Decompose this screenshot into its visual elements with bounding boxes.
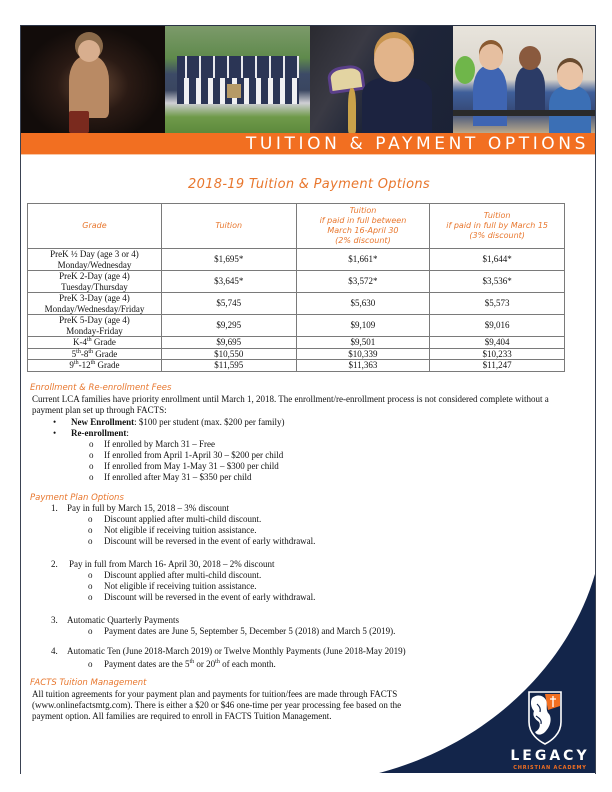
sub-marker: o bbox=[89, 472, 94, 482]
re-enrollment-fee-item bbox=[89, 461, 279, 472]
baseball-team-photo bbox=[165, 26, 310, 133]
sub-marker: o bbox=[88, 536, 93, 546]
table-row bbox=[28, 337, 565, 349]
plan-title-text: Pay in full by March 15, 2018 – 3% discount bbox=[67, 503, 229, 513]
grade-text: -8 bbox=[80, 348, 89, 359]
tuition-3pct-cell: $10,233 bbox=[430, 348, 565, 360]
plan-title-text: Automatic Ten (June 2018-March 2019) or Twelve Monthly Payments (June 2018-May 2019) bbox=[67, 646, 406, 656]
child-2-head bbox=[519, 46, 541, 70]
plan-number: 2. bbox=[51, 559, 58, 569]
tuition-2pct-cell: $3,572* bbox=[296, 271, 430, 293]
sub-marker: o bbox=[88, 581, 93, 591]
stage-crate bbox=[69, 111, 89, 133]
re-enrollment-label: Re-enrollment bbox=[71, 428, 127, 438]
tuition-2pct-cell: $9,501 bbox=[296, 337, 430, 349]
new-enrollment-text: : $100 per student (max. $200 per family) bbox=[134, 417, 285, 427]
student-saxophone-photo bbox=[310, 26, 453, 133]
facts-text-line: payment option. All families are required to enroll in FACTS Tuition Management. bbox=[32, 711, 332, 721]
grade-sup: th bbox=[90, 360, 96, 367]
title-banner bbox=[21, 133, 596, 155]
plan-detail-text: Not eligible if receiving tuition assistance. bbox=[104, 525, 257, 535]
plan-detail-text: Discount will be reversed in the event of early withdrawal. bbox=[104, 592, 316, 602]
header-line: (3% discount) bbox=[469, 231, 525, 240]
sub-marker: o bbox=[89, 439, 94, 449]
header-line: Tuition bbox=[349, 206, 377, 215]
student-head bbox=[374, 38, 414, 82]
plan-detail bbox=[88, 592, 315, 603]
plan-detail bbox=[88, 525, 256, 536]
tuition-cell: $1,695* bbox=[161, 249, 296, 271]
grade-days: Monday/Wednesday bbox=[57, 259, 132, 270]
plan-title bbox=[51, 559, 274, 570]
re-enrollment-fee-item bbox=[89, 450, 283, 461]
plan-detail bbox=[88, 570, 261, 581]
fee-text: If enrolled from April 1-April 30 – $200 per child bbox=[104, 450, 284, 460]
sub-marker: o bbox=[88, 592, 93, 602]
plan-detail-text: Discount applied after multi-child discount. bbox=[104, 514, 262, 524]
tuition-cell: $5,745 bbox=[161, 293, 296, 315]
team-back-row bbox=[177, 56, 299, 78]
grade-sup: th bbox=[76, 348, 81, 355]
student-body bbox=[362, 78, 432, 133]
plan-detail bbox=[88, 581, 256, 592]
plan-detail-text: Not eligible if receiving tuition assistance. bbox=[104, 581, 257, 591]
header-line: March 16-April 30 bbox=[327, 226, 399, 235]
tuition-3pct-cell: $3,536* bbox=[430, 271, 565, 293]
music-stand bbox=[326, 64, 365, 95]
facts-text-line: All tuition agreements for your payment plan and payments for tuition/fees are made through FACTS bbox=[32, 689, 398, 699]
header-tuition-label: Tuition bbox=[215, 221, 243, 230]
re-enrollment-fee-item bbox=[89, 439, 215, 450]
grade-days: Monday/Wednesday/Friday bbox=[44, 303, 145, 314]
grade-line: PreK 3-Day (age 4) bbox=[59, 293, 130, 303]
fee-text: If enrolled from May 1-May 31 – $300 per child bbox=[104, 461, 279, 471]
grade-cell bbox=[28, 315, 162, 337]
tuition-2pct-cell: $10,339 bbox=[296, 348, 430, 360]
page-title: 2018-19 Tuition & Payment Options bbox=[188, 177, 430, 192]
child-1 bbox=[473, 66, 507, 126]
logo-subtitle: CHRISTIAN ACADEMY bbox=[513, 765, 587, 771]
tuition-2pct-cell: $9,109 bbox=[296, 315, 430, 337]
grade-line: PreK 5-Day (age 4) bbox=[59, 315, 130, 325]
ordinal-sup: th bbox=[189, 659, 195, 665]
grade-cell bbox=[28, 337, 162, 349]
bullet-marker: • bbox=[53, 428, 57, 438]
plan-detail-text: or 20 bbox=[194, 659, 216, 669]
sub-marker: o bbox=[88, 525, 93, 535]
tuition-2pct-cell: $5,630 bbox=[296, 293, 430, 315]
tuition-cell: $10,550 bbox=[161, 348, 296, 360]
tuition-3pct-cell: $9,016 bbox=[430, 315, 565, 337]
grade-text: Grade bbox=[95, 360, 120, 371]
grade-text: 5 bbox=[71, 348, 77, 359]
table-row bbox=[28, 348, 565, 360]
sub-marker: o bbox=[88, 570, 93, 580]
plan-number: 3. bbox=[51, 615, 58, 625]
new-enrollment-item bbox=[53, 417, 285, 428]
facts-text-line: (www.onlinefactsmtg.com). There is either a $20 or $46 one-time per year processing fee based on the bbox=[32, 700, 402, 710]
grade-line: PreK 2-Day (age 4) bbox=[59, 271, 130, 281]
plan-detail-text: Discount will be reversed in the event of early withdrawal. bbox=[104, 536, 316, 546]
classroom-table bbox=[453, 110, 596, 116]
header-tuition-3pct bbox=[430, 204, 565, 249]
plan-number: 4. bbox=[51, 646, 58, 656]
plan-detail-text: Discount applied after multi-child discount. bbox=[104, 570, 262, 580]
bullet-marker: • bbox=[53, 417, 57, 427]
re-enrollment-text: : bbox=[126, 428, 129, 438]
header-line: (2% discount) bbox=[335, 236, 391, 245]
logo-wordmark: LEGACY bbox=[510, 748, 590, 764]
plan-title bbox=[51, 503, 229, 514]
ordinal-sup: th bbox=[215, 659, 220, 665]
table-row bbox=[28, 249, 565, 271]
trophy bbox=[227, 84, 241, 98]
table-row bbox=[28, 315, 565, 337]
grade-sup: th bbox=[86, 337, 92, 344]
grade-text: Grade bbox=[93, 348, 118, 359]
child-2 bbox=[515, 66, 545, 116]
classroom-children-photo bbox=[453, 26, 596, 133]
sub-marker: o bbox=[89, 450, 94, 460]
tuition-2pct-cell: $1,661* bbox=[296, 249, 430, 271]
table-row bbox=[28, 293, 565, 315]
photo-strip bbox=[21, 26, 596, 133]
facts-heading: FACTS Tuition Management bbox=[30, 678, 147, 688]
payment-plans-heading: Payment Plan Options bbox=[30, 493, 124, 503]
toy bbox=[455, 56, 475, 84]
sub-marker: o bbox=[89, 461, 94, 471]
grade-days: Monday-Friday bbox=[66, 325, 123, 336]
sub-marker: o bbox=[88, 659, 93, 669]
re-enrollment-fee-item bbox=[89, 472, 251, 483]
child-3-head bbox=[557, 62, 583, 90]
saxophone bbox=[348, 88, 356, 133]
grade-cell bbox=[28, 249, 162, 271]
table-row bbox=[28, 360, 565, 372]
header-line: Tuition bbox=[483, 211, 511, 220]
grade-cell bbox=[28, 348, 162, 360]
plan-title bbox=[51, 646, 406, 657]
plan-detail-text: Payment dates are June 5, September 5, December 5 (2018) and March 5 (2019). bbox=[104, 626, 396, 636]
plan-title bbox=[51, 615, 179, 626]
grade-line: PreK ½ Day (age 3 or 4) bbox=[50, 249, 139, 259]
header-grade bbox=[28, 204, 162, 249]
tuition-3pct-cell: $5,573 bbox=[430, 293, 565, 315]
enrollment-intro-line: payment plan set up through FACTS: bbox=[32, 405, 167, 415]
brochure-page bbox=[20, 25, 596, 774]
plan-title-text: Automatic Quarterly Payments bbox=[67, 615, 179, 625]
grade-sup: th bbox=[73, 360, 79, 367]
enrollment-heading: Enrollment & Re-enrollment Fees bbox=[30, 383, 172, 393]
grade-text: 9 bbox=[69, 360, 74, 371]
header-tuition-2pct bbox=[296, 204, 430, 249]
table-row bbox=[28, 271, 565, 293]
performer-figure bbox=[69, 56, 109, 118]
table-header-row bbox=[28, 204, 565, 249]
tuition-cell: $11,595 bbox=[161, 360, 296, 372]
grade-days: Tuesday/Thursday bbox=[61, 281, 128, 292]
re-enrollment-item bbox=[53, 428, 129, 439]
plan-detail bbox=[88, 536, 315, 547]
tuition-cell: $3,645* bbox=[161, 271, 296, 293]
plan-detail-text: of each month. bbox=[219, 659, 276, 669]
child-1-head bbox=[479, 44, 503, 70]
header-tuition bbox=[161, 204, 296, 249]
plan-detail bbox=[88, 657, 276, 670]
grade-sup: th bbox=[88, 348, 93, 355]
tuition-3pct-cell: $1,644* bbox=[430, 249, 565, 271]
header-line: if paid in full by March 15 bbox=[446, 221, 549, 230]
plan-detail-text: Payment dates are the 5 bbox=[104, 659, 190, 669]
tuition-cell: $9,695 bbox=[161, 337, 296, 349]
lion-shield-cross-icon bbox=[515, 686, 575, 746]
performer-head bbox=[78, 40, 100, 62]
plan-title-text: Pay in full from March 16- April 30, 2018 – 2% discount bbox=[69, 559, 275, 569]
tuition-3pct-cell: $9,404 bbox=[430, 337, 565, 349]
sub-marker: o bbox=[88, 514, 93, 524]
grade-cell bbox=[28, 360, 162, 372]
tuition-2pct-cell: $11,363 bbox=[296, 360, 430, 372]
banner-title: TUITION & PAYMENT OPTIONS bbox=[245, 133, 589, 154]
new-enrollment-label: New Enrollment bbox=[71, 417, 135, 427]
plan-detail bbox=[88, 514, 261, 525]
tuition-3pct-cell: $11,247 bbox=[430, 360, 565, 372]
header-grade-label: Grade bbox=[82, 221, 107, 230]
plan-detail bbox=[88, 626, 395, 637]
tuition-cell: $9,295 bbox=[161, 315, 296, 337]
grade-text: -12 bbox=[78, 360, 91, 371]
enrollment-intro-line: Current LCA families have priority enrollment until March 1, 2018. The enrollment/re-enrollment process is not considered complete without a bbox=[32, 394, 549, 404]
grade-text: Grade bbox=[91, 337, 116, 348]
sub-marker: o bbox=[88, 626, 93, 636]
fee-text: If enrolled after May 31 – $350 per child bbox=[104, 472, 252, 482]
grade-text: K-4 bbox=[72, 337, 87, 348]
grade-cell bbox=[28, 293, 162, 315]
header-line: if paid in full between bbox=[319, 216, 407, 225]
theater-performer-photo bbox=[21, 26, 165, 133]
tuition-table bbox=[27, 203, 565, 372]
plan-number: 1. bbox=[51, 503, 58, 513]
grade-cell bbox=[28, 271, 162, 293]
fee-text: If enrolled by March 31 – Free bbox=[104, 439, 215, 449]
